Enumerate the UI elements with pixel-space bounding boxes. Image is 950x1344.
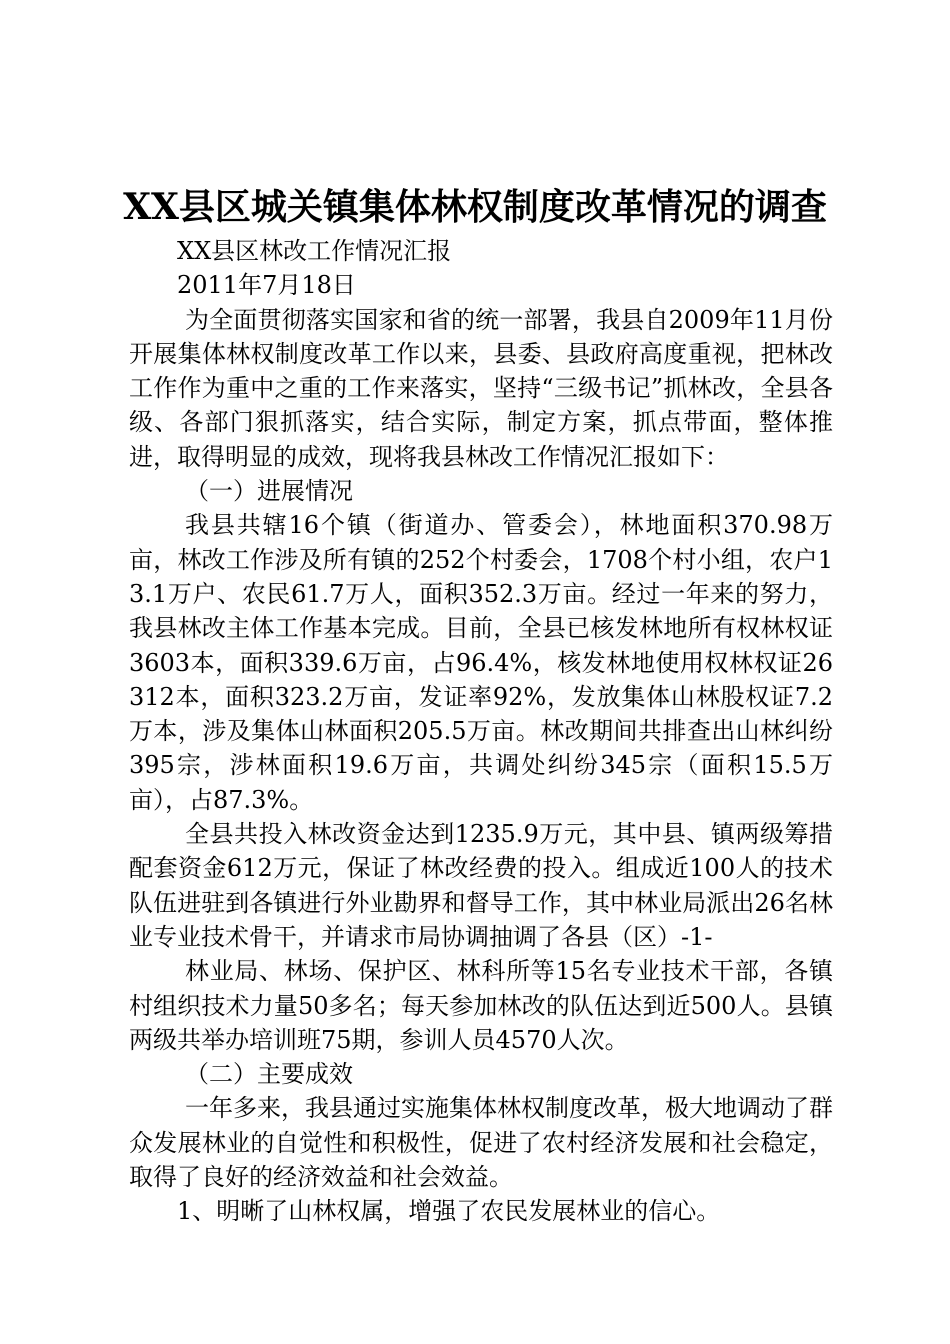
page-number-marker: -1- (681, 922, 713, 951)
report-subtitle: XX县区林改工作情况汇报 (177, 237, 452, 265)
intro-paragraph: 为全面贯彻落实国家和省的统一部署，我县自2009年11月份开展集体林权制度改革工作以来，县委、县政府高度重视，把林改工作作为重中之重的工作来落实，坚持“三级书记”抓林改，全县各级、各部门狠抓落实，结合实际，制定方案，抓点带面，整体推进，取得明显的成效，现将我县林改工作情况汇报如下： (129, 305, 833, 471)
document-body (129, 234, 833, 1229)
document-title: XX县区城关镇集体林权制度改革情况的调查 (123, 186, 827, 228)
section-heading-results: （二）主要成效 (185, 1060, 353, 1089)
section-heading-progress: （一）进展情况 (185, 477, 353, 506)
results-item-1: 1、明晰了山林权属，增强了农民发展林业的信心。 (177, 1197, 721, 1226)
results-paragraph-1: 一年多来，我县通过实施集体林权制度改革，极大地调动了群众发展林业的自觉性和积极性，促进了农村经济发展和社会稳定，取得了良好的经济效益和社会效益。 (129, 1094, 833, 1192)
progress-paragraph-2-text: 全县共投入林改资金达到1235.9万元，其中县、镇两级筹措配套资金612万元，保证了林改经费的投入。组成近100人的技术队伍进驻到各镇进行外业勘界和督导工作，其中林业局派出26名林业专业技术骨干，并请求市局协调抽调了各县（区） (129, 820, 833, 951)
progress-paragraph-3: 林业局、林场、保护区、林科所等15名专业技术干部，各镇村组织技术力量50多名；每天参加林改的队伍达到近500人。县镇两级共举办培训班75期，参训人员4570人次。 (129, 957, 833, 1054)
progress-paragraph-2 (129, 817, 833, 954)
progress-paragraph-1: 我县共辖16个镇（街道办、管委会），林地面积370.98万亩，林改工作涉及所有镇的252个村委会，1708个村小组，农户13.1万户、农民61.7万人，面积352.3万亩。经过一年来的努力，我县林改主体工作基本完成。目前，全县已核发林地所有权林权证3603本，面积339.6万亩，占96.4%，核发林地使用权林权证26312本，面积323.2万亩，发证率92%，发放集体山林股权证7.2万本，涉及集体山林面积205.5万亩。林改期间共排查出山林纠纷395宗，涉林面积19.6万亩，共调处纠纷345宗（面积15.5万亩），占87.3%。 (129, 511, 833, 814)
report-date: 2011年7月18日 (177, 271, 356, 300)
